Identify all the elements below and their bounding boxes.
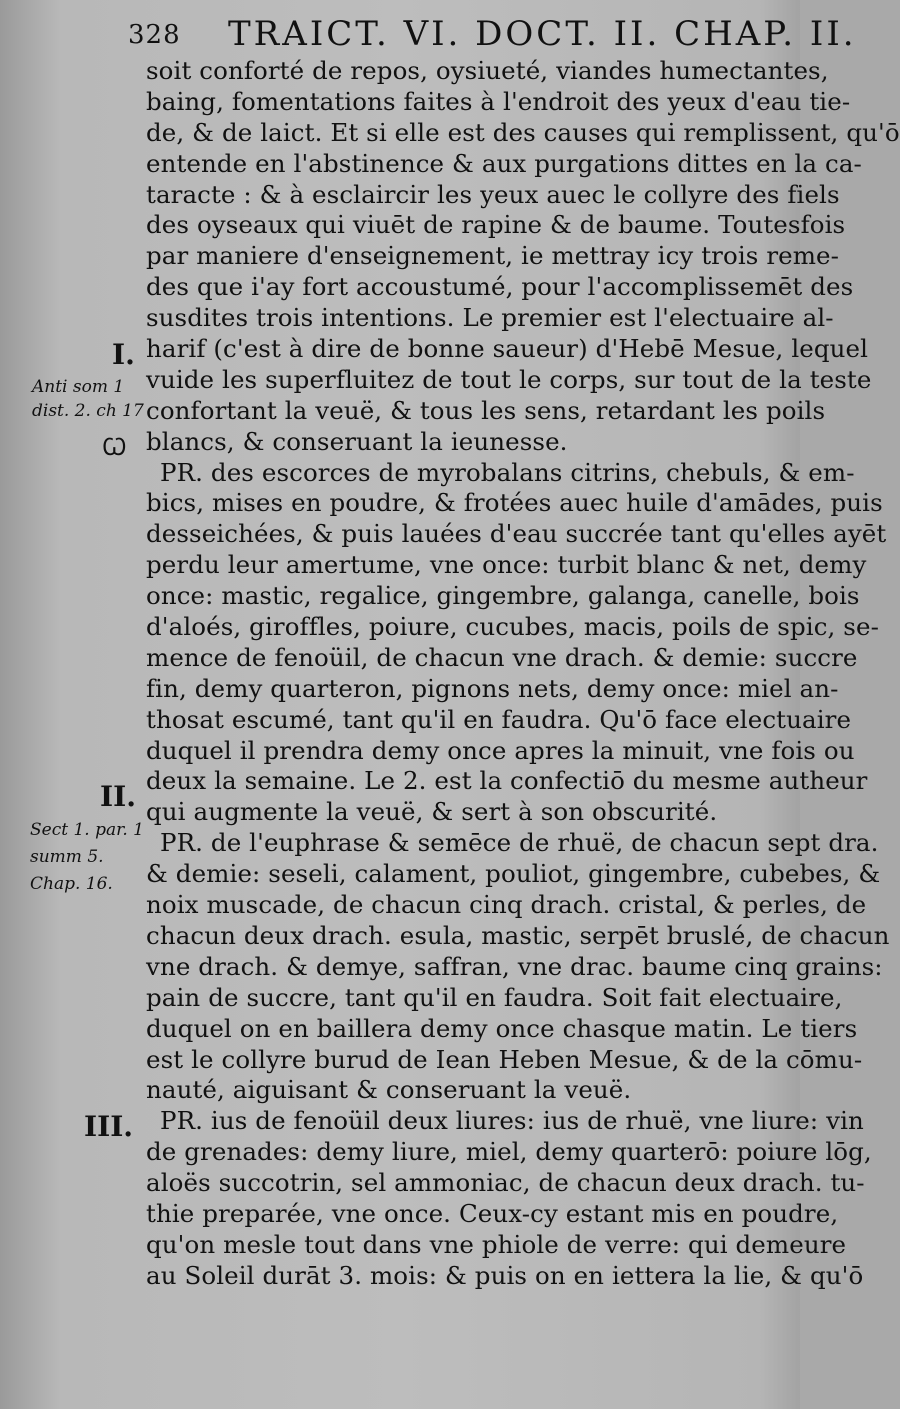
margin-note-1-line-1: Anti som 1 (32, 377, 125, 397)
text-line: nauté, aiguisant & conseruant la veuë. (146, 1075, 632, 1105)
text-line: noix muscade, de chacun cinq drach. cristal, & perles, de (146, 890, 867, 920)
text-line: deux la semaine. Le 2. est la confectiō du mesme autheur (146, 766, 868, 796)
margin-note-2-line-2: summ 5. (30, 847, 104, 867)
text-line: est le collyre burud de Iean Heben Mesue, & de la cōmu- (146, 1044, 863, 1074)
text-line: bics, mises en poudre, & frotées auec huile d'amādes, puis (146, 488, 883, 518)
text-line: entende en l'abstinence & aux purgations dittes en la ca- (146, 148, 862, 178)
text-line: blancs, & conseruant la ieunesse. (146, 426, 568, 456)
margin-note-2-line-1: Sect 1. par. 1 (30, 820, 144, 840)
text-line: thie preparée, vne once. Ceux-cy estant mis en poudre, (146, 1198, 839, 1228)
margin-note-2-line-3: Chap. 16. (30, 874, 113, 894)
text-line: de grenades: demy liure, miel, demy quarterō: poiure lōg, (146, 1137, 872, 1167)
main-text (146, 56, 900, 1292)
text-line: pain de succre, tant qu'il en faudra. Soit fait electuaire, (146, 982, 843, 1012)
running-title: TRAICT. VI. DOCT. II. CHAP. II. (228, 14, 857, 54)
text-line: thosat escumé, tant qu'il en faudra. Qu'ō face electuaire (146, 704, 852, 734)
text-line: perdu leur amertume, vne once: turbit blanc & net, demy (146, 550, 867, 580)
text-line: d'aloés, giroffles, poiure, cucubes, macis, poils de spic, se- (146, 612, 879, 642)
margin-note-1-line-2: dist. 2. ch 17 (32, 401, 144, 421)
text-line: par maniere d'enseignement, ie mettray icy trois reme- (146, 241, 840, 271)
text-line: des que i'ay fort accoustumé, pour l'accomplissemēt des (146, 272, 854, 302)
text-line-recipe-start: PR. ius de fenoüil deux liures: ius de rhuë, vne liure: vin (160, 1106, 864, 1136)
margin-numeral-1: I. (112, 338, 135, 371)
text-line: susdites trois intentions. Le premier est l'electuaire al- (146, 303, 834, 333)
text-line: mence de fenoüil, de chacun vne drach. & demie: succre (146, 642, 858, 672)
text-line: soit conforté de repos, oysiueté, viandes humectantes, (146, 56, 829, 85)
running-head (0, 8, 857, 54)
text-line: desseichées, & puis lauées d'eau succrée tant qu'elles ayēt (146, 519, 887, 549)
page-number: 328 (128, 20, 181, 50)
text-line: des oyseaux qui viuēt de rapine & de baume. Toutesfois (146, 210, 846, 240)
margin-numeral-2: II. (100, 780, 136, 813)
text-line-recipe-start: PR. de l'euphrase & semēce de rhuë, de chacun sept dra. (160, 828, 879, 858)
text-line: confortant la veuë, & tous les sens, retardant les poils (146, 395, 826, 425)
text-line: harif (c'est à dire de bonne saueur) d'Hebē Mesue, lequel (146, 334, 869, 364)
text-line: fin, demy quarteron, pignons nets, demy once: miel an- (146, 673, 839, 703)
text-line: qu'on mesle tout dans vne phiole de verre: qui demeure (146, 1229, 847, 1259)
text-line: baing, fomentations faites à l'endroit des yeux d'eau tie- (146, 86, 851, 116)
text-line: vuide les superfluitez de tout le corps, sur tout de la teste (146, 364, 872, 394)
text-line: chacun deux drach. esula, mastic, serpēt bruslé, de chacun (146, 920, 890, 950)
text-line: de, & de laict. Et si elle est des causes qui remplissent, qu'ō (146, 117, 900, 147)
text-line: vne drach. & demye, saffran, vne drac. baume cinq grains: (146, 951, 883, 981)
text-line: au Soleil durāt 3. mois: & puis on en iettera la lie, & qu'ō (146, 1260, 864, 1290)
text-line: aloës succotrin, sel ammoniac, de chacun deux drach. tu- (146, 1168, 865, 1198)
margin-symbol: Ꞷ (102, 433, 127, 461)
text-line-recipe-start: PR. des escorces de myrobalans citrins, chebuls, & em- (160, 457, 855, 487)
text-line: once: mastic, regalice, gingembre, galanga, canelle, bois (146, 581, 860, 611)
text-line: duquel il prendra demy once apres la minuit, vne fois ou (146, 735, 855, 765)
text-line: qui augmente la veuë, & sert à son obscurité. (146, 797, 718, 827)
text-line: duquel on en baillera demy once chasque matin. Le tiers (146, 1013, 858, 1043)
margin-numeral-3: III. (84, 1110, 134, 1143)
text-line: & demie: seseli, calament, pouliot, gingembre, cubebes, & (146, 859, 881, 889)
text-line: taracte : & à esclaircir les yeux auec le collyre des fiels (146, 179, 840, 209)
